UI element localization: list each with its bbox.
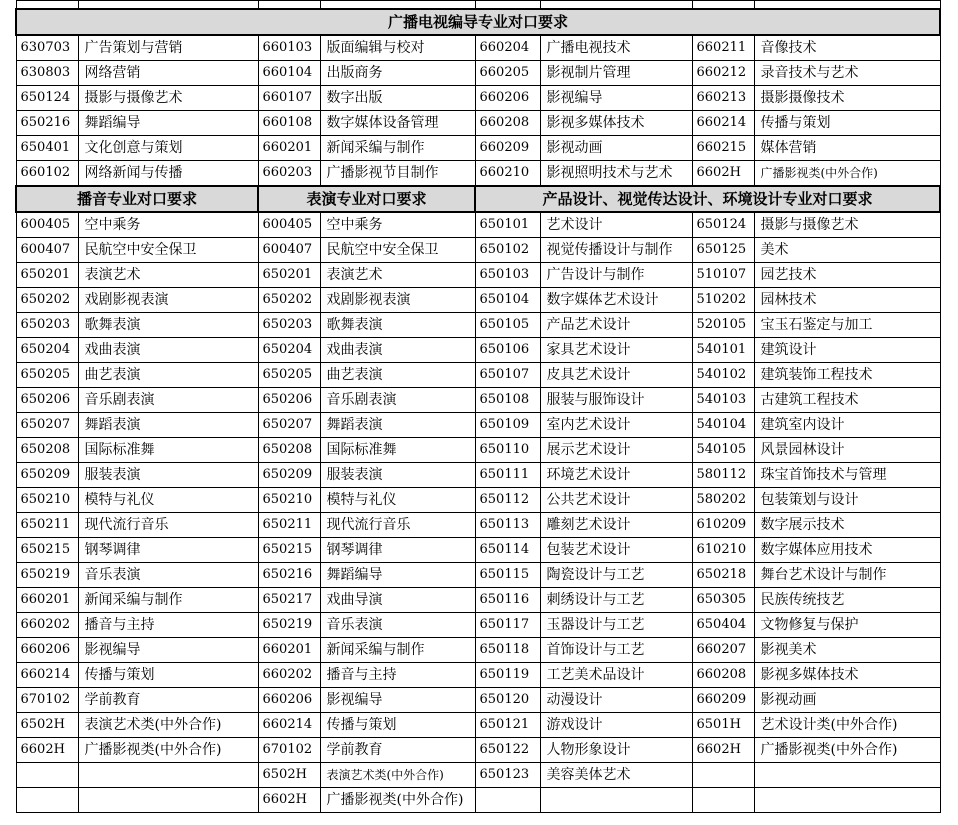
design-b-code: 660207 [692, 638, 754, 663]
section-header-row [16, 9, 940, 35]
announcing-code: 650205 [16, 363, 78, 388]
performing-code: 660214 [258, 713, 320, 738]
announcing-name: 民航空中安全保卫 [78, 238, 258, 263]
design-a-name: 美容美体艺术 [540, 763, 692, 788]
announcing-code: 660206 [16, 638, 78, 663]
design-b-code: 510202 [692, 288, 754, 313]
announcing-name: 曲艺表演 [78, 363, 258, 388]
announcing-code: 600407 [16, 238, 78, 263]
design-b-name: 美术 [754, 238, 940, 263]
design-b-name: 建筑装饰工程技术 [754, 363, 940, 388]
design-b-code: 540104 [692, 413, 754, 438]
major-code: 660108 [258, 111, 320, 136]
announcing-name: 传播与策划 [78, 663, 258, 688]
performing-code: 660202 [258, 663, 320, 688]
announcing-code: 650203 [16, 313, 78, 338]
announcing-name: 歌舞表演 [78, 313, 258, 338]
cut-off-cell [754, 1, 940, 10]
announcing-code: 670102 [16, 688, 78, 713]
table-row [16, 338, 940, 363]
major-code: 650401 [16, 136, 78, 161]
announcing-code: 6602H [16, 738, 78, 763]
design-b-code [692, 788, 754, 813]
major-code: 650216 [16, 111, 78, 136]
major-name: 录音技术与艺术 [754, 61, 940, 86]
design-b-code: 650125 [692, 238, 754, 263]
announcing-name: 服装表演 [78, 463, 258, 488]
design-b-name: 珠宝首饰技术与管理 [754, 463, 940, 488]
announcing-name: 广播影视类(中外合作) [78, 738, 258, 763]
performing-name: 钢琴调律 [320, 538, 475, 563]
major-code: 660203 [258, 161, 320, 187]
performing-name: 表演艺术 [320, 263, 475, 288]
performing-code: 650210 [258, 488, 320, 513]
major-code: 660103 [258, 35, 320, 61]
design-b-code: 540101 [692, 338, 754, 363]
performing-code: 650211 [258, 513, 320, 538]
performing-code: 600407 [258, 238, 320, 263]
performing-name: 音乐表演 [320, 613, 475, 638]
design-a-name: 家具艺术设计 [540, 338, 692, 363]
design-b-name: 文物修复与保护 [754, 613, 940, 638]
design-a-code: 650110 [475, 438, 540, 463]
table-row [16, 288, 940, 313]
announcing-code: 650211 [16, 513, 78, 538]
design-a-name: 公共艺术设计 [540, 488, 692, 513]
design-b-name: 风景园林设计 [754, 438, 940, 463]
major-name: 影视多媒体技术 [540, 111, 692, 136]
major-name: 数字出版 [320, 86, 475, 111]
design-a-code: 650121 [475, 713, 540, 738]
design-a-name [540, 788, 692, 813]
announcing-name: 空中乘务 [78, 212, 258, 238]
announcing-code: 650202 [16, 288, 78, 313]
performing-name: 民航空中安全保卫 [320, 238, 475, 263]
performing-code: 670102 [258, 738, 320, 763]
table-row [16, 388, 940, 413]
design-b-name: 广播影视类(中外合作) [754, 738, 940, 763]
major-code: 630703 [16, 35, 78, 61]
design-b-name: 古建筑工程技术 [754, 388, 940, 413]
major-name: 媒体营销 [754, 136, 940, 161]
table-row [16, 111, 940, 136]
design-b-name: 建筑室内设计 [754, 413, 940, 438]
table-row [16, 363, 940, 388]
major-name: 影视编导 [540, 86, 692, 111]
announcing-code [16, 763, 78, 788]
table-row [16, 413, 940, 438]
major-code: 660208 [475, 111, 540, 136]
performing-name: 播音与主持 [320, 663, 475, 688]
major-name: 新闻采编与制作 [320, 136, 475, 161]
announcing-name: 戏曲表演 [78, 338, 258, 363]
performing-name: 戏曲导演 [320, 588, 475, 613]
design-a-code: 650106 [475, 338, 540, 363]
major-code: 660209 [475, 136, 540, 161]
performing-code: 650207 [258, 413, 320, 438]
design-b-name [754, 788, 940, 813]
major-code: 630803 [16, 61, 78, 86]
design-a-name: 皮具艺术设计 [540, 363, 692, 388]
performing-name: 舞蹈编导 [320, 563, 475, 588]
announcing-name: 现代流行音乐 [78, 513, 258, 538]
performing-name: 模特与礼仪 [320, 488, 475, 513]
announcing-name: 戏剧影视表演 [78, 288, 258, 313]
major-name: 广播电视技术 [540, 35, 692, 61]
announcing-code: 600405 [16, 212, 78, 238]
table-row [16, 238, 940, 263]
performing-name: 曲艺表演 [320, 363, 475, 388]
table-row [16, 788, 940, 813]
design-a-name: 视觉传播设计与制作 [540, 238, 692, 263]
performing-code: 650202 [258, 288, 320, 313]
performing-name: 空中乘务 [320, 212, 475, 238]
table-row [16, 161, 940, 187]
major-code: 660102 [16, 161, 78, 187]
design-a-code: 650111 [475, 463, 540, 488]
design-a-name: 广告设计与制作 [540, 263, 692, 288]
design-b-name: 包装策划与设计 [754, 488, 940, 513]
design-b-code: 6501H [692, 713, 754, 738]
performing-code: 6602H [258, 788, 320, 813]
major-name: 网络营销 [78, 61, 258, 86]
announcing-name [78, 788, 258, 813]
major-name: 音像技术 [754, 35, 940, 61]
design-b-name: 园林技术 [754, 288, 940, 313]
major-name: 传播与策划 [754, 111, 940, 136]
design-b-code: 580112 [692, 463, 754, 488]
table-row [16, 61, 940, 86]
announcing-name: 音乐剧表演 [78, 388, 258, 413]
major-code: 660215 [692, 136, 754, 161]
announcing-code: 650204 [16, 338, 78, 363]
design-a-code: 650105 [475, 313, 540, 338]
announcing-code: 6502H [16, 713, 78, 738]
announcing-name [78, 763, 258, 788]
design-a-name: 室内艺术设计 [540, 413, 692, 438]
design-b-name: 民族传统技艺 [754, 588, 940, 613]
design-a-code: 650119 [475, 663, 540, 688]
performing-name: 音乐剧表演 [320, 388, 475, 413]
design-a-code: 650108 [475, 388, 540, 413]
announcing-code: 650209 [16, 463, 78, 488]
performing-code: 650217 [258, 588, 320, 613]
announcing-code: 650215 [16, 538, 78, 563]
table-row [16, 136, 940, 161]
design-b-code: 540102 [692, 363, 754, 388]
design-b-name: 建筑设计 [754, 338, 940, 363]
major-name: 网络新闻与传播 [78, 161, 258, 187]
major-name: 影视制片管理 [540, 61, 692, 86]
major-name: 影视动画 [540, 136, 692, 161]
design-b-name: 宝玉石鉴定与加工 [754, 313, 940, 338]
announcing-name: 钢琴调律 [78, 538, 258, 563]
design-a-name: 艺术设计 [540, 212, 692, 238]
performing-name: 表演艺术类(中外合作) [320, 763, 475, 788]
table-row [16, 538, 940, 563]
table-row [16, 763, 940, 788]
announcing-name: 影视编导 [78, 638, 258, 663]
section-header-performing: 表演专业对口要求 [258, 186, 475, 212]
table-row [16, 738, 940, 763]
major-name: 广播影视类(中外合作) [754, 161, 940, 187]
announcing-name: 音乐表演 [78, 563, 258, 588]
design-a-code: 650116 [475, 588, 540, 613]
performing-code: 650204 [258, 338, 320, 363]
design-b-code: 540103 [692, 388, 754, 413]
performing-name: 服装表演 [320, 463, 475, 488]
table-row [16, 313, 940, 338]
performing-name: 影视编导 [320, 688, 475, 713]
announcing-code: 650201 [16, 263, 78, 288]
announcing-code [16, 788, 78, 813]
table-row [16, 263, 940, 288]
design-a-name: 工艺美术品设计 [540, 663, 692, 688]
performing-name: 戏曲表演 [320, 338, 475, 363]
design-b-name: 数字展示技术 [754, 513, 940, 538]
announcing-code: 660202 [16, 613, 78, 638]
major-name: 影视照明技术与艺术 [540, 161, 692, 187]
design-b-code: 660209 [692, 688, 754, 713]
performing-name: 学前教育 [320, 738, 475, 763]
performing-code: 660201 [258, 638, 320, 663]
design-a-name: 包装艺术设计 [540, 538, 692, 563]
design-a-name: 数字媒体艺术设计 [540, 288, 692, 313]
design-b-name: 舞台艺术设计与制作 [754, 563, 940, 588]
design-a-code: 650103 [475, 263, 540, 288]
performing-code: 650216 [258, 563, 320, 588]
table-row [16, 613, 940, 638]
performing-name: 新闻采编与制作 [320, 638, 475, 663]
cut-off-cell [320, 1, 475, 10]
table-row [16, 688, 940, 713]
performing-code: 600405 [258, 212, 320, 238]
design-a-name: 陶瓷设计与工艺 [540, 563, 692, 588]
cut-off-row [16, 1, 940, 10]
design-a-code: 650107 [475, 363, 540, 388]
performing-code: 660206 [258, 688, 320, 713]
major-name: 广播影视节目制作 [320, 161, 475, 187]
design-b-name: 园艺技术 [754, 263, 940, 288]
design-b-code: 650124 [692, 212, 754, 238]
table-row [16, 463, 940, 488]
design-a-code: 650112 [475, 488, 540, 513]
performing-name: 国际标准舞 [320, 438, 475, 463]
design-a-code: 650123 [475, 763, 540, 788]
announcing-name: 国际标准舞 [78, 438, 258, 463]
design-a-name: 游戏设计 [540, 713, 692, 738]
major-code: 6602H [692, 161, 754, 187]
performing-code: 6502H [258, 763, 320, 788]
major-name: 文化创意与策划 [78, 136, 258, 161]
major-code: 660107 [258, 86, 320, 111]
design-b-code: 610209 [692, 513, 754, 538]
major-name: 摄影与摄像艺术 [78, 86, 258, 111]
cut-off-cell [540, 1, 692, 10]
design-a-code: 650117 [475, 613, 540, 638]
design-b-name [754, 763, 940, 788]
performing-code: 650209 [258, 463, 320, 488]
design-b-code: 540105 [692, 438, 754, 463]
table-row [16, 563, 940, 588]
cut-off-cell [258, 1, 320, 10]
major-name: 版面编辑与校对 [320, 35, 475, 61]
announcing-code: 650219 [16, 563, 78, 588]
major-code: 660204 [475, 35, 540, 61]
design-a-code: 650115 [475, 563, 540, 588]
major-code: 660213 [692, 86, 754, 111]
design-a-code [475, 788, 540, 813]
performing-code: 650201 [258, 263, 320, 288]
table-row [16, 638, 940, 663]
design-b-name: 艺术设计类(中外合作) [754, 713, 940, 738]
announcing-code: 660201 [16, 588, 78, 613]
announcing-name: 舞蹈表演 [78, 413, 258, 438]
design-b-code: 580202 [692, 488, 754, 513]
design-b-code: 6602H [692, 738, 754, 763]
section-header-announcing: 播音专业对口要求 [16, 186, 258, 212]
section-header-broadcast: 广播电视编导专业对口要求 [16, 9, 940, 35]
design-a-name: 首饰设计与工艺 [540, 638, 692, 663]
major-name: 摄影摄像技术 [754, 86, 940, 111]
announcing-name: 模特与礼仪 [78, 488, 258, 513]
cut-off-cell [16, 1, 78, 10]
design-a-name: 动漫设计 [540, 688, 692, 713]
design-a-name: 玉器设计与工艺 [540, 613, 692, 638]
design-b-code: 510107 [692, 263, 754, 288]
design-b-name: 影视美术 [754, 638, 940, 663]
design-a-name: 环境艺术设计 [540, 463, 692, 488]
design-b-name: 影视多媒体技术 [754, 663, 940, 688]
major-code: 660214 [692, 111, 754, 136]
major-requirements-table [15, 0, 941, 813]
design-b-code: 660208 [692, 663, 754, 688]
announcing-code: 660214 [16, 663, 78, 688]
announcing-name: 表演艺术类(中外合作) [78, 713, 258, 738]
design-b-code: 610210 [692, 538, 754, 563]
design-a-code: 650104 [475, 288, 540, 313]
design-a-code: 650101 [475, 212, 540, 238]
table-row [16, 438, 940, 463]
announcing-code: 650207 [16, 413, 78, 438]
announcing-code: 650208 [16, 438, 78, 463]
design-b-code [692, 763, 754, 788]
performing-code: 650208 [258, 438, 320, 463]
design-b-code: 520105 [692, 313, 754, 338]
design-b-code: 650404 [692, 613, 754, 638]
announcing-name: 表演艺术 [78, 263, 258, 288]
performing-name: 现代流行音乐 [320, 513, 475, 538]
table-row [16, 513, 940, 538]
design-b-code: 650305 [692, 588, 754, 613]
design-a-code: 650113 [475, 513, 540, 538]
design-b-name: 摄影与摄像艺术 [754, 212, 940, 238]
table-row [16, 713, 940, 738]
design-a-code: 650118 [475, 638, 540, 663]
major-name: 出版商务 [320, 61, 475, 86]
table-row [16, 86, 940, 111]
major-code: 660104 [258, 61, 320, 86]
major-name: 广告策划与营销 [78, 35, 258, 61]
performing-code: 650203 [258, 313, 320, 338]
major-name: 数字媒体设备管理 [320, 111, 475, 136]
performing-name: 广播影视类(中外合作) [320, 788, 475, 813]
design-b-name: 数字媒体应用技术 [754, 538, 940, 563]
performing-code: 650206 [258, 388, 320, 413]
design-a-code: 650120 [475, 688, 540, 713]
performing-name: 舞蹈表演 [320, 413, 475, 438]
performing-code: 650205 [258, 363, 320, 388]
table-row [16, 488, 940, 513]
design-a-code: 650114 [475, 538, 540, 563]
table-row [16, 212, 940, 238]
major-code: 660211 [692, 35, 754, 61]
design-a-name: 展示艺术设计 [540, 438, 692, 463]
performing-code: 650219 [258, 613, 320, 638]
announcing-code: 650210 [16, 488, 78, 513]
cut-off-cell [78, 1, 258, 10]
design-a-name: 雕刻艺术设计 [540, 513, 692, 538]
design-a-name: 人物形象设计 [540, 738, 692, 763]
performing-name: 戏剧影视表演 [320, 288, 475, 313]
major-code: 650124 [16, 86, 78, 111]
design-b-name: 影视动画 [754, 688, 940, 713]
design-a-code: 650109 [475, 413, 540, 438]
cut-off-cell [692, 1, 754, 10]
cut-off-cell [475, 1, 540, 10]
section-header-design: 产品设计、视觉传达设计、环境设计专业对口要求 [475, 186, 940, 212]
design-a-code: 650122 [475, 738, 540, 763]
major-code: 660205 [475, 61, 540, 86]
announcing-name: 新闻采编与制作 [78, 588, 258, 613]
major-code: 660201 [258, 136, 320, 161]
performing-name: 歌舞表演 [320, 313, 475, 338]
design-b-code: 650218 [692, 563, 754, 588]
announcing-code: 650206 [16, 388, 78, 413]
announcing-name: 学前教育 [78, 688, 258, 713]
major-code: 660206 [475, 86, 540, 111]
performing-code: 650215 [258, 538, 320, 563]
major-name: 舞蹈编导 [78, 111, 258, 136]
design-a-name: 刺绣设计与工艺 [540, 588, 692, 613]
major-code: 660212 [692, 61, 754, 86]
table-row [16, 35, 940, 61]
design-a-name: 服装与服饰设计 [540, 388, 692, 413]
section-header-row [16, 186, 940, 212]
table-row [16, 663, 940, 688]
major-code: 660210 [475, 161, 540, 187]
performing-name: 传播与策划 [320, 713, 475, 738]
announcing-name: 播音与主持 [78, 613, 258, 638]
design-a-code: 650102 [475, 238, 540, 263]
design-a-name: 产品艺术设计 [540, 313, 692, 338]
table-row [16, 588, 940, 613]
